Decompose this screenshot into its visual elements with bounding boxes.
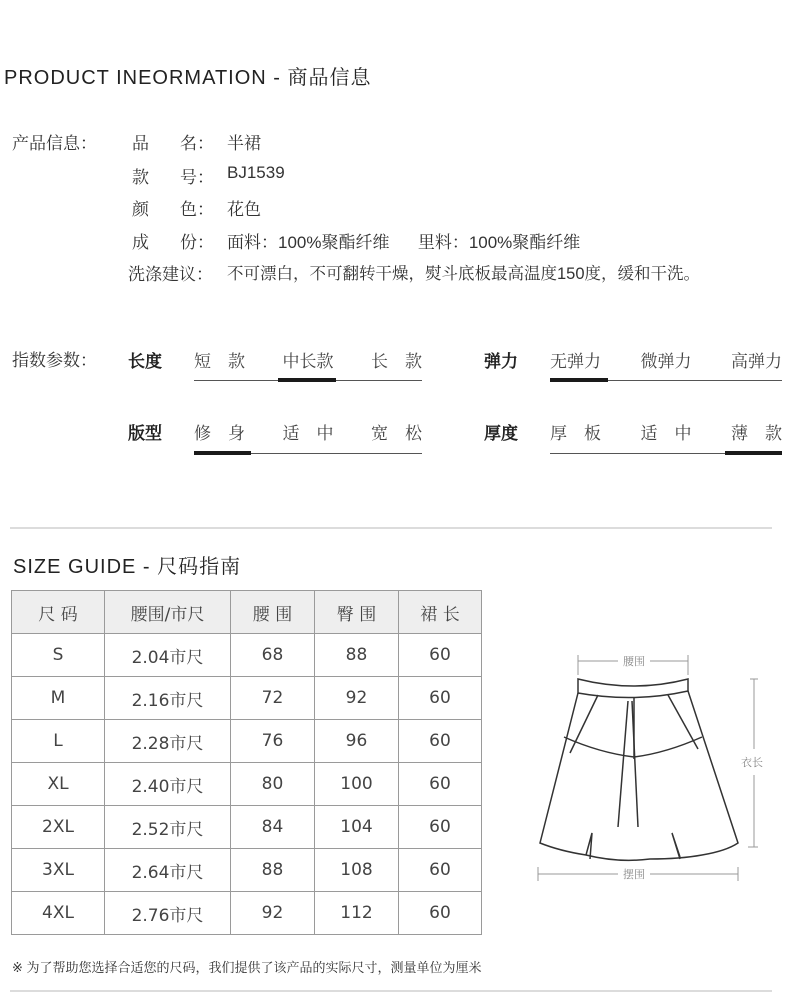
cell-length: 60 bbox=[399, 892, 482, 935]
info-key-name: 品 名： bbox=[132, 134, 214, 153]
cell-size: XL bbox=[12, 763, 105, 806]
cell-waist-shichi: 2.64市尺 bbox=[105, 849, 231, 892]
param-option: 短 款 bbox=[194, 352, 245, 371]
cell-waist: 80 bbox=[231, 763, 315, 806]
table-row bbox=[12, 763, 482, 806]
cell-waist: 68 bbox=[231, 634, 315, 677]
header-waist: 腰 围 bbox=[231, 591, 315, 634]
cell-hip: 108 bbox=[315, 849, 399, 892]
product-info-title: PRODUCT INEORMATION - 商品信息 bbox=[4, 67, 372, 89]
param-fit-marker bbox=[194, 451, 251, 455]
header-waist-shichi: 腰围/市尺 bbox=[105, 591, 231, 634]
param-thickness-marker bbox=[725, 451, 782, 455]
cell-length: 60 bbox=[399, 763, 482, 806]
bottom-divider bbox=[10, 990, 772, 992]
info-value-composition: 面料：100%聚酯纤维 里料：100%聚酯纤维 bbox=[227, 233, 581, 252]
cell-waist: 76 bbox=[231, 720, 315, 763]
param-option: 长 款 bbox=[371, 352, 422, 371]
param-fit-name: 版型 bbox=[128, 424, 162, 443]
cell-waist: 84 bbox=[231, 806, 315, 849]
product-info-label: 产品信息： bbox=[12, 134, 97, 153]
param-thickness-options bbox=[550, 419, 782, 444]
cell-length: 60 bbox=[399, 849, 482, 892]
size-note: ※ 为了帮助您选择合适您的尺码，我们提供了该产品的实际尺寸，测量单位为厘米 bbox=[12, 960, 482, 975]
info-value-color: 花色 bbox=[227, 200, 261, 219]
cell-hip: 100 bbox=[315, 763, 399, 806]
cell-hip: 96 bbox=[315, 720, 399, 763]
table-header-row bbox=[12, 591, 482, 634]
table-row bbox=[12, 677, 482, 720]
cell-size: 4XL bbox=[12, 892, 105, 935]
param-option: 修 身 bbox=[194, 424, 245, 443]
cell-waist-shichi: 2.40市尺 bbox=[105, 763, 231, 806]
size-table bbox=[11, 590, 482, 935]
cell-waist-shichi: 2.76市尺 bbox=[105, 892, 231, 935]
cell-waist: 92 bbox=[231, 892, 315, 935]
cell-length: 60 bbox=[399, 634, 482, 677]
cell-length: 60 bbox=[399, 720, 482, 763]
cell-waist-shichi: 2.16市尺 bbox=[105, 677, 231, 720]
cell-hip: 88 bbox=[315, 634, 399, 677]
param-option: 薄 款 bbox=[731, 424, 782, 443]
info-value-name: 半裙 bbox=[227, 134, 261, 153]
param-thickness-name: 厚度 bbox=[484, 424, 518, 443]
param-fit-options bbox=[194, 419, 422, 444]
length-label: 衣长 bbox=[741, 756, 763, 769]
param-option: 适 中 bbox=[640, 424, 692, 443]
param-elasticity-name: 弹力 bbox=[484, 352, 518, 371]
param-option: 高弹力 bbox=[731, 352, 782, 371]
table-row bbox=[12, 634, 482, 677]
info-value-style-no: BJ1539 bbox=[227, 163, 285, 182]
param-elasticity-marker bbox=[550, 378, 608, 382]
header-size: 尺 码 bbox=[12, 591, 105, 634]
param-option: 无弹力 bbox=[550, 352, 601, 371]
header-length: 裙 长 bbox=[399, 591, 482, 634]
table-row bbox=[12, 720, 482, 763]
param-option: 微弹力 bbox=[640, 352, 692, 371]
cell-waist-shichi: 2.04市尺 bbox=[105, 634, 231, 677]
cell-hip: 112 bbox=[315, 892, 399, 935]
cell-waist: 72 bbox=[231, 677, 315, 720]
info-key-color: 颜 色： bbox=[132, 200, 214, 219]
cell-waist: 88 bbox=[231, 849, 315, 892]
cell-size: 2XL bbox=[12, 806, 105, 849]
cell-size: L bbox=[12, 720, 105, 763]
cell-size: M bbox=[12, 677, 105, 720]
param-length-options bbox=[194, 347, 422, 372]
skirt-outline bbox=[540, 679, 738, 860]
table-row bbox=[12, 849, 482, 892]
cell-length: 60 bbox=[399, 806, 482, 849]
cell-waist-shichi: 2.28市尺 bbox=[105, 720, 231, 763]
cell-size: S bbox=[12, 634, 105, 677]
waist-label: 腰围 bbox=[623, 655, 645, 668]
cell-waist-shichi: 2.52市尺 bbox=[105, 806, 231, 849]
table-row bbox=[12, 892, 482, 935]
header-hip: 臀 围 bbox=[315, 591, 399, 634]
cell-hip: 104 bbox=[315, 806, 399, 849]
param-elasticity-options bbox=[550, 347, 782, 372]
param-length-name: 长度 bbox=[128, 352, 162, 371]
cell-size: 3XL bbox=[12, 849, 105, 892]
param-option: 宽 松 bbox=[371, 424, 422, 443]
cell-length: 60 bbox=[399, 677, 482, 720]
info-key-care: 洗涤建议： bbox=[128, 265, 213, 284]
info-key-style-no: 款 号： bbox=[132, 168, 214, 187]
hem-label: 摆围 bbox=[623, 868, 645, 881]
skirt-diagram bbox=[530, 645, 770, 890]
param-option: 适 中 bbox=[282, 424, 334, 443]
section-divider bbox=[10, 527, 772, 529]
table-row bbox=[12, 806, 482, 849]
info-value-care: 不可漂白，不可翻转干燥，熨斗底板最高温度150度，缓和干洗。 bbox=[227, 265, 701, 283]
cell-hip: 92 bbox=[315, 677, 399, 720]
index-params-label: 指数参数： bbox=[12, 351, 97, 370]
size-guide-title: SIZE GUIDE - 尺码指南 bbox=[13, 556, 242, 578]
param-option: 中长款 bbox=[282, 352, 334, 371]
param-length-marker bbox=[278, 378, 336, 382]
param-option: 厚 板 bbox=[550, 424, 601, 443]
info-key-composition: 成 份： bbox=[132, 233, 214, 252]
